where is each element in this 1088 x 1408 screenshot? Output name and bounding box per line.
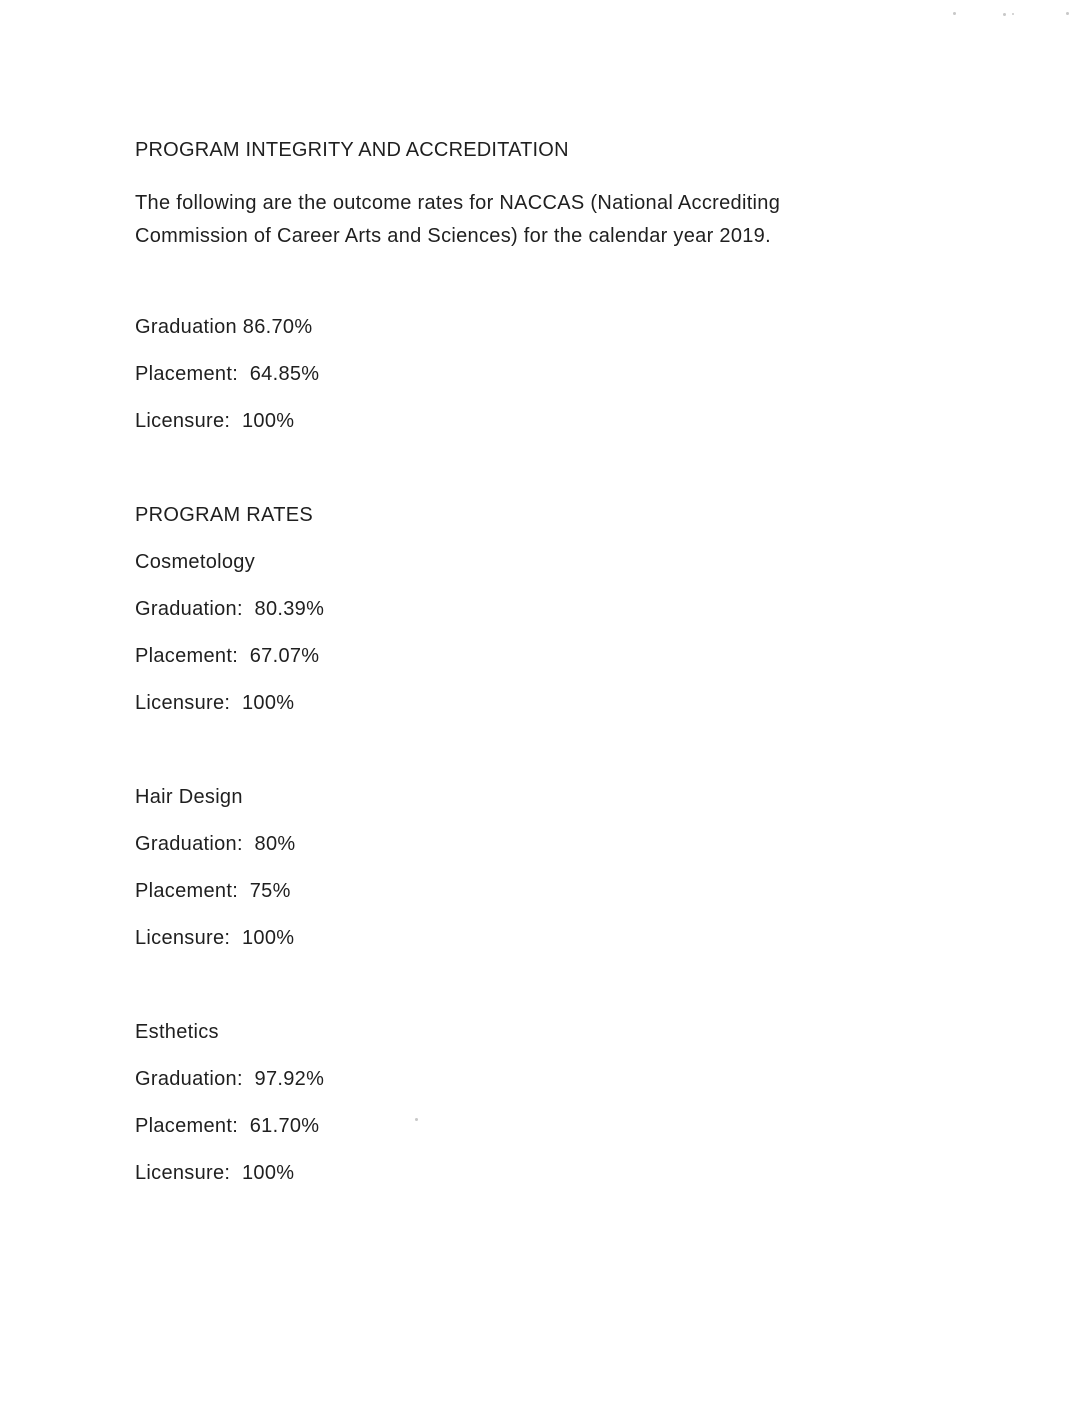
hair-design-graduation-rate: Graduation: 80% bbox=[135, 833, 296, 855]
overall-graduation-rate: Graduation 86.70% bbox=[135, 316, 313, 338]
overall-placement-rate: Placement: 64.85% bbox=[135, 363, 320, 385]
cosmetology-placement-rate: Placement: 67.07% bbox=[135, 645, 320, 667]
program-rates-heading: PROGRAM RATES bbox=[135, 504, 313, 526]
intro-paragraph-line-2: Commission of Career Arts and Sciences) for the calendar year 2019. bbox=[135, 225, 771, 247]
program-name-esthetics: Esthetics bbox=[135, 1021, 219, 1043]
intro-paragraph bbox=[135, 187, 780, 253]
cosmetology-graduation-rate: Graduation: 80.39% bbox=[135, 598, 325, 620]
scan-artifact bbox=[1003, 13, 1006, 16]
hair-design-licensure-rate: Licensure: 100% bbox=[135, 927, 295, 949]
program-name-cosmetology: Cosmetology bbox=[135, 551, 256, 573]
esthetics-placement-rate: Placement: 61.70% bbox=[135, 1115, 320, 1137]
overall-licensure-rate: Licensure: 100% bbox=[135, 410, 295, 432]
program-name-hair-design: Hair Design bbox=[135, 786, 243, 808]
esthetics-licensure-rate: Licensure: 100% bbox=[135, 1162, 295, 1184]
esthetics-graduation-rate: Graduation: 97.92% bbox=[135, 1068, 325, 1090]
scan-artifact bbox=[953, 12, 956, 15]
cosmetology-licensure-rate: Licensure: 100% bbox=[135, 692, 295, 714]
intro-paragraph-line-1: The following are the outcome rates for NACCAS (National Accrediting bbox=[135, 192, 781, 214]
scan-artifact bbox=[415, 1118, 418, 1121]
document-title: PROGRAM INTEGRITY AND ACCREDITATION bbox=[135, 139, 569, 161]
document-content bbox=[135, 140, 780, 1210]
scan-artifact bbox=[1012, 13, 1014, 15]
scan-artifact bbox=[1066, 12, 1069, 15]
hair-design-placement-rate: Placement: 75% bbox=[135, 880, 291, 902]
